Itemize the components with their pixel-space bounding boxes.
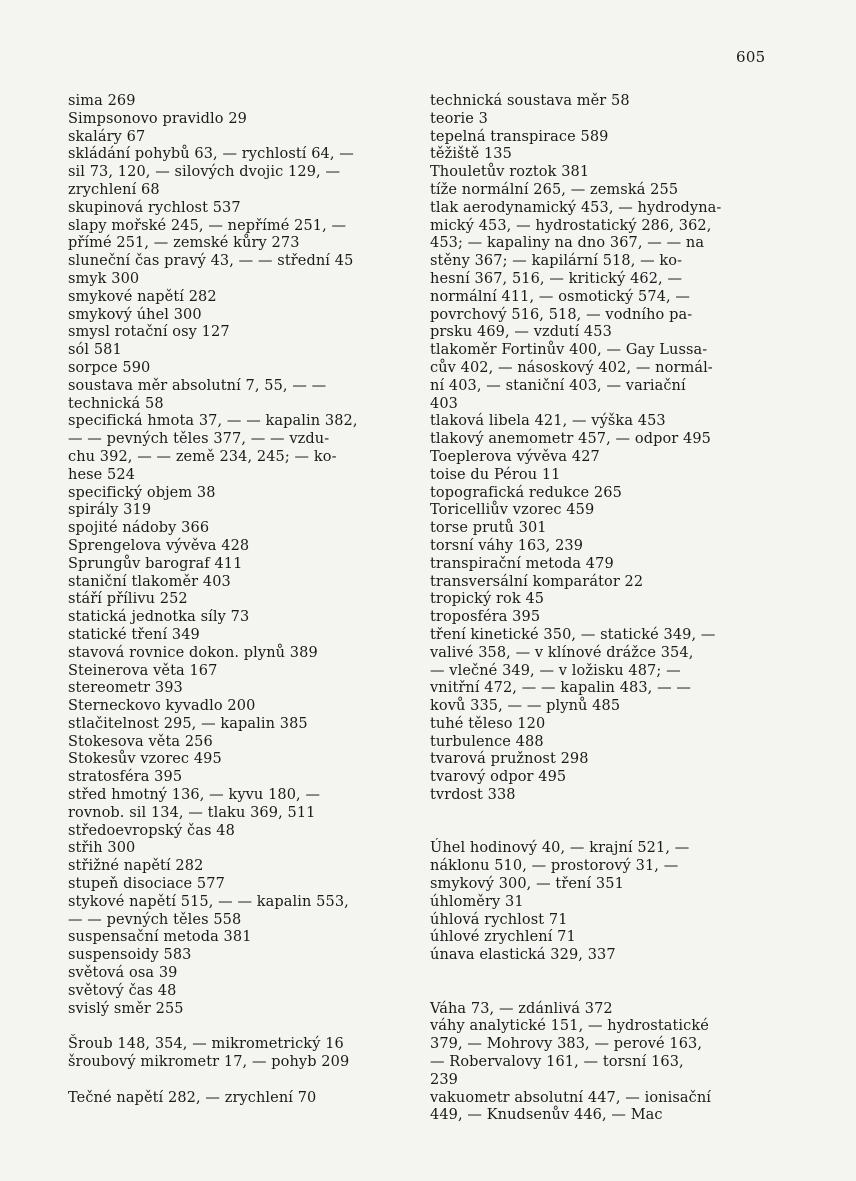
index-entry (68, 307, 408, 325)
index-entry-line: tření kinetické 350, — statické 349, — (430, 626, 716, 643)
index-entry (430, 93, 770, 111)
page-number: 605 (736, 48, 766, 66)
index-entry (430, 467, 770, 485)
index-entry-line: torse prutů 301 (430, 520, 547, 537)
index-entry (430, 129, 770, 147)
index-entry-continuation: mický 453, — hydrostatický 286, 362, (430, 217, 712, 234)
index-entry-line: tlak aerodynamický 453, — hydrodyna- (430, 199, 722, 216)
index-entry (430, 734, 770, 752)
index-entry (68, 538, 408, 556)
index-entry (68, 663, 408, 681)
index-entry-line: světová osa 39 (68, 965, 178, 982)
index-entry-continuation: povrchový 516, 518, — vodního pa- (430, 306, 693, 323)
index-entry-continuation: normální 411, — osmotický 574, — (430, 288, 691, 305)
index-entry (430, 627, 770, 716)
index-column-left (68, 93, 408, 1107)
index-entry (68, 858, 408, 876)
index-entry (68, 787, 408, 823)
index-entry-line: transversální komparátor 22 (430, 573, 644, 590)
index-entry-continuation: 403 (430, 395, 458, 412)
index-entry-line: stykové napětí 515, — — kapalin 553, (68, 893, 349, 910)
index-entry-line: skupinová rychlost 537 (68, 199, 241, 216)
index-entry-line: střed hmotný 136, — kyvu 180, — (68, 787, 321, 804)
index-entry-continuation: 453; — kapaliny na dno 367, — — na (430, 235, 705, 252)
index-entry-line: toise du Pérou 11 (430, 466, 561, 483)
index-entry (430, 609, 770, 627)
index-entry-line: tíže normální 265, — zemská 255 (430, 181, 679, 198)
index-entry-continuation: technická 58 (68, 395, 164, 412)
index-entry-line: šroubový mikrometr 17, — pohyb 209 (68, 1054, 350, 1071)
index-entry-line: sluneční čas pravý 43, — — střední 45 (68, 253, 354, 270)
index-entry (430, 840, 770, 893)
index-entry-continuation: — — pevných těles 377, — — vzdu- (68, 431, 330, 448)
index-entry-continuation: — — pevných těles 558 (68, 911, 242, 928)
index-entry-line: váhy analytické 151, — hydrostatické (430, 1018, 709, 1035)
index-entry (430, 912, 770, 930)
index-entry-line: Stokesova věta 256 (68, 733, 213, 750)
index-entry (68, 823, 408, 841)
index-entry-line: suspensoidy 583 (68, 947, 192, 964)
index-entry-line: Stokesův vzorec 495 (68, 751, 222, 768)
index-entry-line: torsní váhy 163, 239 (430, 537, 584, 554)
index-entry (68, 894, 408, 930)
index-entry-line: stáří přílivu 252 (68, 591, 188, 608)
index-entry-continuation: — vlečné 349, — v ložisku 487; — (430, 662, 681, 679)
index-entry (430, 894, 770, 912)
index-entry-continuation: rovnob. sil 134, — tlaku 369, 511 (68, 804, 316, 821)
index-entry-continuation: hesní 367, 516, — kritický 462, — (430, 270, 683, 287)
index-entry-continuation: náklonu 510, — prostorový 31, — (430, 858, 679, 875)
index-entry (68, 218, 408, 254)
index-entry-line: Váha 73, — zdánlivá 372 (430, 1000, 613, 1017)
index-entry-line: transpirační metoda 479 (430, 555, 614, 572)
index-entry (68, 680, 408, 698)
index-entry (68, 289, 408, 307)
index-entry-line: tlakoměr Fortinův 400, — Gay Lussa- (430, 342, 708, 359)
index-entry (68, 93, 408, 111)
index-entry-line: Steinerova věta 167 (68, 662, 218, 679)
index-entry (430, 146, 770, 164)
index-entry-line: Thouletův roztok 381 (430, 164, 590, 181)
index-entry-line: těžiště 135 (430, 146, 512, 163)
index-entry (430, 716, 770, 734)
index-entry (430, 200, 770, 342)
index-entry-line: stupeň disociace 577 (68, 876, 225, 893)
index-entry-continuation: smykový 300, — tření 351 (430, 876, 624, 893)
section-gap (68, 1018, 408, 1036)
index-entry (68, 413, 408, 484)
index-entry-line: tvarový odpor 495 (430, 769, 567, 786)
index-entry-line: Úhel hodinový 40, — krajní 521, — (430, 840, 690, 857)
index-entry (430, 164, 770, 182)
index-entry (68, 983, 408, 1001)
index-entry (430, 182, 770, 200)
index-entry-continuation: cův 402, — násoskový 402, — normál- (430, 359, 713, 376)
index-entry (68, 1090, 408, 1108)
index-entry-line: Tečné napětí 282, — zrychlení 70 (68, 1089, 317, 1106)
index-entry-line: stlačitelnost 295, — kapalin 385 (68, 715, 308, 732)
index-entry-line: suspensační metoda 381 (68, 929, 252, 946)
index-entry-continuation: valivé 358, — v klínové drážce 354, (430, 644, 694, 661)
index-entry-line: spojité nádoby 366 (68, 520, 210, 537)
index-entry (68, 200, 408, 218)
index-entry (430, 413, 770, 431)
index-entry (68, 1054, 408, 1072)
index-entry-continuation: kovů 335, — — plynů 485 (430, 698, 621, 715)
index-entry-line: specifický objem 38 (68, 484, 216, 501)
index-entry (68, 591, 408, 609)
index-entry (68, 947, 408, 965)
index-entry (68, 502, 408, 520)
index-entry-line: sorpce 590 (68, 359, 151, 376)
index-entry-continuation: vnitřní 472, — — kapalin 483, — — (430, 680, 692, 697)
index-entry-line: skaláry 67 (68, 128, 146, 145)
index-entry (430, 431, 770, 449)
index-entry (68, 556, 408, 574)
index-entry-continuation: 239 (430, 1071, 458, 1088)
index-entry (68, 769, 408, 787)
index-entry-continuation: přímé 251, — zemské kůry 273 (68, 235, 300, 252)
index-entry-line: stereometr 393 (68, 680, 183, 697)
index-entry-line: světový čas 48 (68, 982, 177, 999)
index-entry-line: sól 581 (68, 342, 122, 359)
index-entry-line: teorie 3 (430, 110, 488, 127)
index-entry (68, 342, 408, 360)
index-entry-continuation: sil 73, 120, — silových dvojic 129, — (68, 164, 341, 181)
index-entry-line: Sprungův barograf 411 (68, 555, 243, 572)
index-entry-continuation: — Robervalovy 161, — torsní 163, (430, 1054, 684, 1071)
index-entry-line: slapy mořské 245, — nepřímé 251, — (68, 217, 347, 234)
index-entry (68, 1036, 408, 1054)
index-entry (68, 485, 408, 503)
index-entry (430, 342, 770, 413)
index-entry-line: Sterneckovo kyvadlo 200 (68, 698, 256, 715)
section-gap (430, 823, 770, 841)
index-entry (430, 111, 770, 129)
index-entry (68, 520, 408, 538)
index-entry (430, 1018, 770, 1089)
index-entry (430, 769, 770, 787)
index-entry (68, 716, 408, 734)
index-entry-line: stratosféra 395 (68, 769, 183, 786)
section-gap (430, 805, 770, 823)
section-gap (68, 1072, 408, 1090)
index-entry-line: specifická hmota 37, — — kapalin 382, (68, 413, 358, 430)
index-entry (68, 1001, 408, 1019)
index-entry (68, 698, 408, 716)
index-entry (68, 876, 408, 894)
index-entry (68, 129, 408, 147)
index-entry (68, 609, 408, 627)
index-entry-line: troposféra 395 (430, 609, 541, 626)
index-entry-line: Toeplerova vývěva 427 (430, 448, 600, 465)
index-entry (68, 929, 408, 947)
index-entry-line: technická soustava měr 58 (430, 93, 630, 109)
index-entry-line: tvrdost 338 (430, 787, 516, 804)
index-entry (430, 947, 770, 965)
index-entry-line: tlakový anemometr 457, — odpor 495 (430, 431, 712, 448)
index-entry-line: Šroub 148, 354, — mikrometrický 16 (68, 1036, 344, 1053)
index-entry-line: stavová rovnice dokon. plynů 389 (68, 644, 318, 661)
index-entry-continuation: hese 524 (68, 466, 136, 483)
index-entry-line: úhloměry 31 (430, 893, 524, 910)
section-gap (430, 983, 770, 1001)
index-entry (68, 253, 408, 271)
index-entry (68, 146, 408, 199)
index-entry-line: skládání pohybů 63, — rychlostí 64, — (68, 146, 354, 163)
index-entry (68, 574, 408, 592)
index-entry-continuation: prsku 469, — vzdutí 453 (430, 324, 612, 341)
index-entry (430, 1001, 770, 1019)
index-entry (68, 751, 408, 769)
index-entry-line: Simpsonovo pravidlo 29 (68, 110, 247, 127)
index-entry-line: tlaková libela 421, — výška 453 (430, 413, 666, 430)
index-entry-continuation: 379, — Mohrovy 383, — perové 163, (430, 1036, 703, 1053)
index-entry-line: svislý směr 255 (68, 1000, 184, 1017)
index-entry-continuation: zrychlení 68 (68, 181, 160, 198)
index-entry-continuation: ní 403, — staniční 403, — variační (430, 377, 686, 394)
index-entry (430, 485, 770, 503)
index-entry (430, 1090, 770, 1126)
index-entry-line: tepelná transpirace 589 (430, 128, 609, 145)
section-gap (430, 965, 770, 983)
index-entry (430, 574, 770, 592)
index-entry-line: úhlové zrychlení 71 (430, 929, 576, 946)
index-entry-line: smykový úhel 300 (68, 306, 202, 323)
index-entry (430, 556, 770, 574)
index-entry-line: střih 300 (68, 840, 136, 857)
index-entry-line: Toricelliův vzorec 459 (430, 502, 595, 519)
index-entry (68, 271, 408, 289)
index-entry-line: topografická redukce 265 (430, 484, 622, 501)
index-entry-line: spirály 319 (68, 502, 152, 519)
index-entry (68, 627, 408, 645)
index-entry-continuation: chu 392, — — země 234, 245; — ko- (68, 448, 337, 465)
index-entry-line: středoevropský čas 48 (68, 822, 235, 839)
index-entry (68, 734, 408, 752)
index-entry (68, 965, 408, 983)
index-entry-line: statická jednotka síly 73 (68, 609, 250, 626)
index-entry-line: tropický rok 45 (430, 591, 545, 608)
index-entry-line: smysl rotační osy 127 (68, 324, 230, 341)
index-entry (430, 449, 770, 467)
index-entry-line: statické tření 349 (68, 626, 200, 643)
index-entry-line: vakuometr absolutní 447, — ionisační (430, 1089, 712, 1106)
index-entry (430, 751, 770, 769)
index-entry-line: úhlová rychlost 71 (430, 911, 568, 928)
index-entry-line: sima 269 (68, 93, 136, 109)
index-entry (430, 538, 770, 556)
index-entry-line: soustava měr absolutní 7, 55, — — (68, 377, 327, 394)
index-entry-line: tvarová pružnost 298 (430, 751, 589, 768)
index-entry-continuation: stěny 367; — kapilární 518, — ko- (430, 253, 683, 270)
index-entry (68, 324, 408, 342)
index-entry (430, 591, 770, 609)
index-entry (68, 840, 408, 858)
index-entry-line: turbulence 488 (430, 733, 544, 750)
index-entry (68, 378, 408, 414)
index-entry-line: střižné napětí 282 (68, 858, 204, 875)
index-column-right (430, 93, 770, 1125)
index-entry (430, 520, 770, 538)
index-entry-line: tuhé těleso 120 (430, 715, 546, 732)
index-entry (68, 111, 408, 129)
index-entry-line: smyk 300 (68, 270, 140, 287)
index-entry-line: staniční tlakoměr 403 (68, 573, 231, 590)
index-entry-continuation: 449, — Knudsenův 446, — Mac (430, 1107, 663, 1124)
index-entry (430, 929, 770, 947)
index-entry (430, 502, 770, 520)
index-entry-line: Sprengelova vývěva 428 (68, 537, 250, 554)
index-entry-line: únava elastická 329, 337 (430, 947, 616, 964)
index-entry (68, 645, 408, 663)
index-entry-line: smykové napětí 282 (68, 288, 217, 305)
index-entry (68, 360, 408, 378)
index-entry (430, 787, 770, 805)
